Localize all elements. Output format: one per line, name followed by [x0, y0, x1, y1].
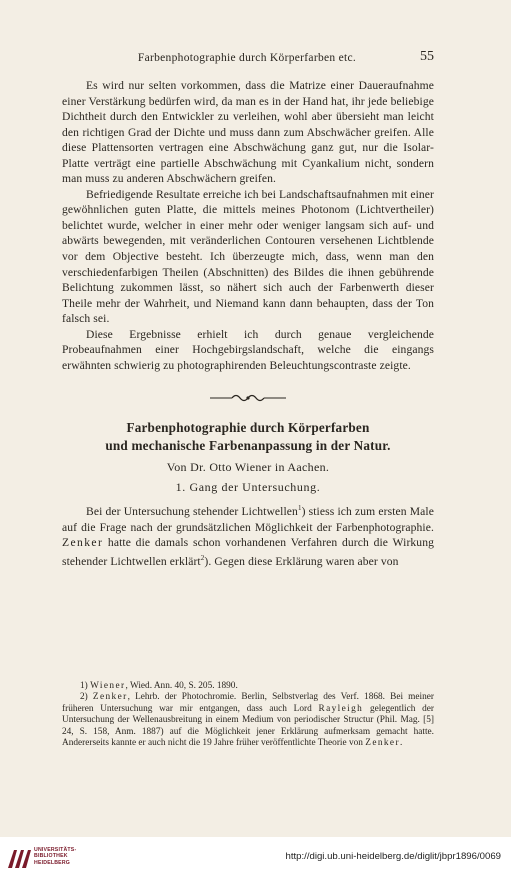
paragraph-1: Es wird nur selten vorkommen, dass die Matrize einer Daueraufnahme einer Verstärkung bedürfen wird, da man es in der Hand hat, ihr jede beliebige Dichtheit durch den Entwickler zu verleihen, wohl aber übersieht man leicht den richtigen Grad der Dichte und muss dann zum Abschwächer greifen. Alle diese Plattensorten vertragen eine Abschwächung ganz gut, nur die Isolar-Platte verträgt eine partielle Abschwächung mit Cyankalium nicht, sondern man muss zu anderen Abschwächern greifen.: [62, 79, 434, 186]
text-run: gelegentlich der Untersuchung der Wellenausbreitung in einem Medium von periodischer Structur (Phil. Mag. [5] 24, S. 158, Anm. 1887) auf die Möglichkeit jener Erklärung aufmerksam gemacht hatte. Andererseits kannte er auch nicht die 19 Jahre früher veröffentlichte Theorie von: [62, 703, 434, 749]
section-ornament: [62, 391, 434, 405]
text-run: ) stiess ich zum ersten Male auf die Frage nach der grundsätzlichen Möglichkeit der Farbenphotographie.: [62, 505, 434, 534]
footnote-1: [62, 681, 434, 692]
text-run: ). Gegen diese Erklärung waren aber von: [204, 554, 399, 568]
main-text: [62, 78, 434, 569]
paragraph-3: Diese Ergebnisse erhielt ich durch genaue vergleichende Probeaufnahmen einer Hochgebirgslandschaft, welche die eingangs erwähnten schwierig zu photographirenden Beleuchtungscontraste zeigte.: [62, 327, 434, 372]
footnote-number: 1): [80, 681, 91, 691]
text-run: Bei der Untersuchung stehender Lichtwellen: [86, 505, 298, 519]
footnotes: [62, 681, 434, 749]
article-author: Von Dr. Otto Wiener in Aachen.: [166, 460, 330, 475]
section-heading: 1. Gang der Untersuchung.: [175, 479, 321, 494]
text-run: .: [399, 738, 403, 749]
person-name: Wiener: [90, 681, 126, 691]
digitization-footer: [0, 837, 511, 877]
permalink-url[interactable]: http://digi.ub.uni-heidelberg.de/diglit/jbpr1896/0069: [285, 851, 501, 862]
library-logo-text: [34, 847, 76, 866]
ornament-icon: [208, 391, 288, 405]
person-name: Zenker: [92, 692, 128, 703]
logo-line: UNIVERSITÄTS-: [34, 847, 77, 853]
person-name: Rayleigh: [318, 703, 364, 714]
person-name: Zenker: [365, 738, 400, 749]
text-run: hatte die damals schon vorhandenen Verfahren durch die Wirkung stehender Lichtwellen erklärt: [62, 536, 434, 568]
article-paragraph: [62, 501, 434, 569]
person-name: Zenker: [62, 536, 104, 550]
footnote-2: [62, 692, 434, 749]
footnote-ref-2: 2: [200, 553, 205, 562]
running-title: Farbenphotographie durch Körperfarben etc.: [137, 52, 357, 64]
article-title-line-2: und mechanische Farbenanpassung in der Natur.: [105, 438, 391, 454]
logo-line: BIBLIOTHEK: [34, 853, 68, 860]
footnote-number: 2): [80, 692, 93, 703]
page-number: 55: [420, 49, 434, 64]
article-title-line-1: Farbenphotographie durch Körperfarben: [126, 420, 370, 436]
logo-line: HEIDELBERG: [34, 859, 71, 866]
library-logo-icon[interactable]: [6, 846, 32, 870]
text-run: , Wied. Ann. 40, S. 205. 1890.: [125, 681, 238, 691]
footnote-ref-1: 1: [297, 504, 302, 513]
paragraph-2: Befriedigende Resultate erreiche ich bei Landschaftsaufnahmen mit einer gewöhnlichen guten Platte, die mittels meines Photonom (Lichtvertheiler) belichtet wurde, welcher in einer mehr oder weniger langsam sich auf- und abwärts bewegenden, mit veränderlichen Contouren versehenen Lichtblende vor dem Objective besteht. Ich überzeugte mich, dass, wenn man den verschiedenfarbigen Theilen (Abschnitten) des Bildes die ihnen gebührende Belichtung zukommen lässt, so nähert sich auch der Farbenwerth dieser Theile mehr der Wahrheit, und Niemand kann dann behaupten, dass der Ton falsch sei.: [62, 187, 434, 326]
text-run: , Lehrb. der Photochromie. Berlin, Selbstverlag des Verf. 1868. Bei meiner früheren Untersuchung war mir entgangen, dass auch Lord: [62, 692, 434, 714]
